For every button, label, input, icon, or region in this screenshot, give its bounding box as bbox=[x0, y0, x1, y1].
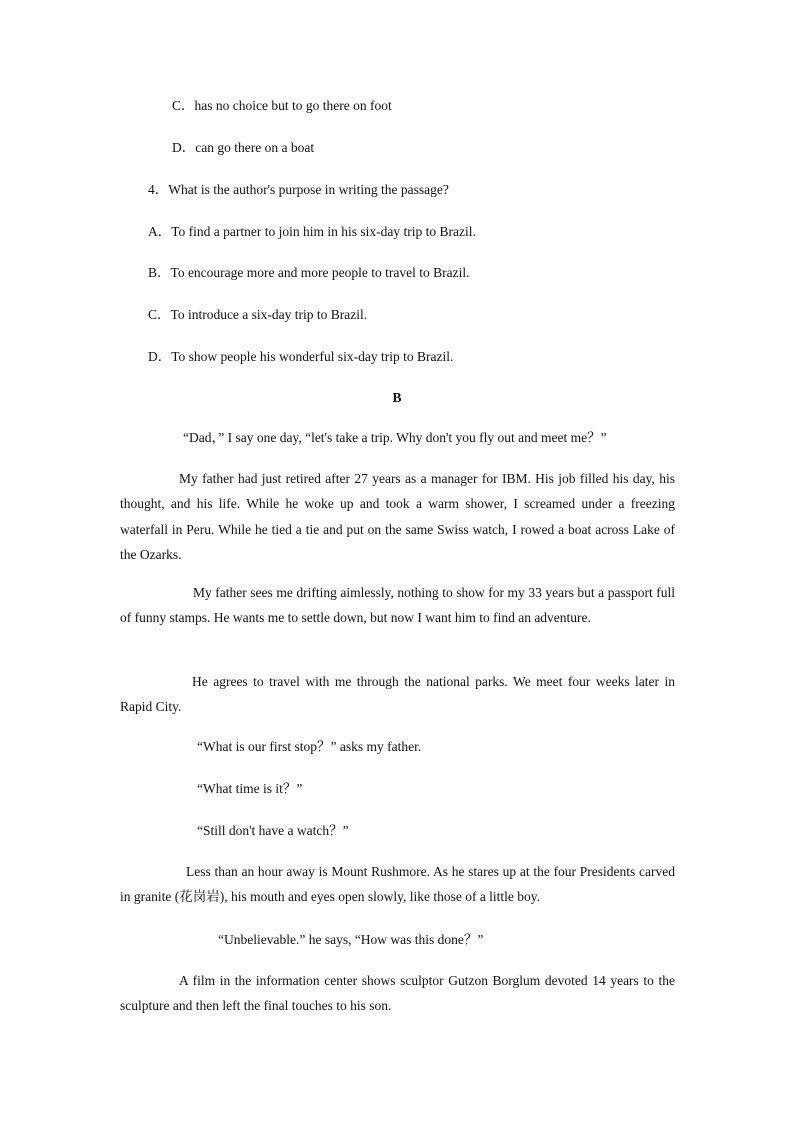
dialog-line: “Dad，” I say one day, “let's take a trip. Why don't you fly out and meet me？” bbox=[183, 430, 607, 445]
q4-option-c bbox=[148, 307, 367, 323]
option-text: To show people his wonderful six-day trip to Brazil. bbox=[171, 349, 454, 364]
option-letter: A． bbox=[148, 224, 172, 239]
question-number: 4． bbox=[148, 182, 169, 197]
option-text: has no choice but to go there on foot bbox=[194, 98, 392, 113]
option-text: To encourage more and more people to travel to Brazil. bbox=[170, 265, 470, 280]
option-letter: B． bbox=[148, 265, 171, 280]
q4-option-a bbox=[148, 224, 476, 240]
option-letter: C． bbox=[148, 307, 171, 322]
q4-option-d bbox=[148, 349, 453, 365]
passage-paragraph: My father had just retired after 27 years as a manager for IBM. His job filled his day, his thought, and his life. While he woke up and took a warm shower, I screamed under a freezing waterfall in Peru. While he tied a tie and put on the same Swiss watch, I rowed a boat across Lake of the Ozarks. bbox=[120, 471, 675, 562]
dialog-line: “Still don't have a watch？” bbox=[197, 823, 349, 838]
q3-option-d bbox=[172, 140, 314, 156]
dialog-line: “What time is it？” bbox=[197, 781, 303, 796]
question-text: What is the author's purpose in writing the passage? bbox=[168, 182, 449, 197]
passage-paragraph: A film in the information center shows sculptor Gutzon Borglum devoted 14 years to the sculpture and then left the final touches to his son. bbox=[120, 973, 675, 1014]
option-text: To introduce a six-day trip to Brazil. bbox=[170, 307, 368, 322]
dialog-line: “What is our first stop？” asks my father. bbox=[197, 739, 422, 754]
q4-option-b bbox=[148, 265, 469, 281]
dialog-line: “Unbelievable.” he says, “How was this done？” bbox=[218, 932, 484, 947]
option-text: To find a partner to join him in his six-day trip to Brazil. bbox=[171, 224, 476, 239]
option-letter: D． bbox=[172, 140, 196, 155]
section-heading: B bbox=[392, 390, 402, 405]
option-letter: C． bbox=[172, 98, 195, 113]
passage-paragraph: He agrees to travel with me through the national parks. We meet four weeks later in Rapid City. bbox=[120, 674, 675, 715]
option-text: can go there on a boat bbox=[195, 140, 315, 155]
passage-paragraph: Less than an hour away is Mount Rushmore. As he stares up at the four Presidents carved in granite (花岗岩), his mouth and eyes open slowly, like those of a little boy. bbox=[120, 864, 675, 905]
passage-paragraph: My father sees me drifting aimlessly, nothing to show for my 33 years but a passport full of funny stamps. He wants me to settle down, but now I want him to find an adventure. bbox=[120, 585, 675, 626]
q3-option-c bbox=[172, 98, 392, 114]
q4-question bbox=[148, 182, 449, 198]
option-letter: D． bbox=[148, 349, 172, 364]
